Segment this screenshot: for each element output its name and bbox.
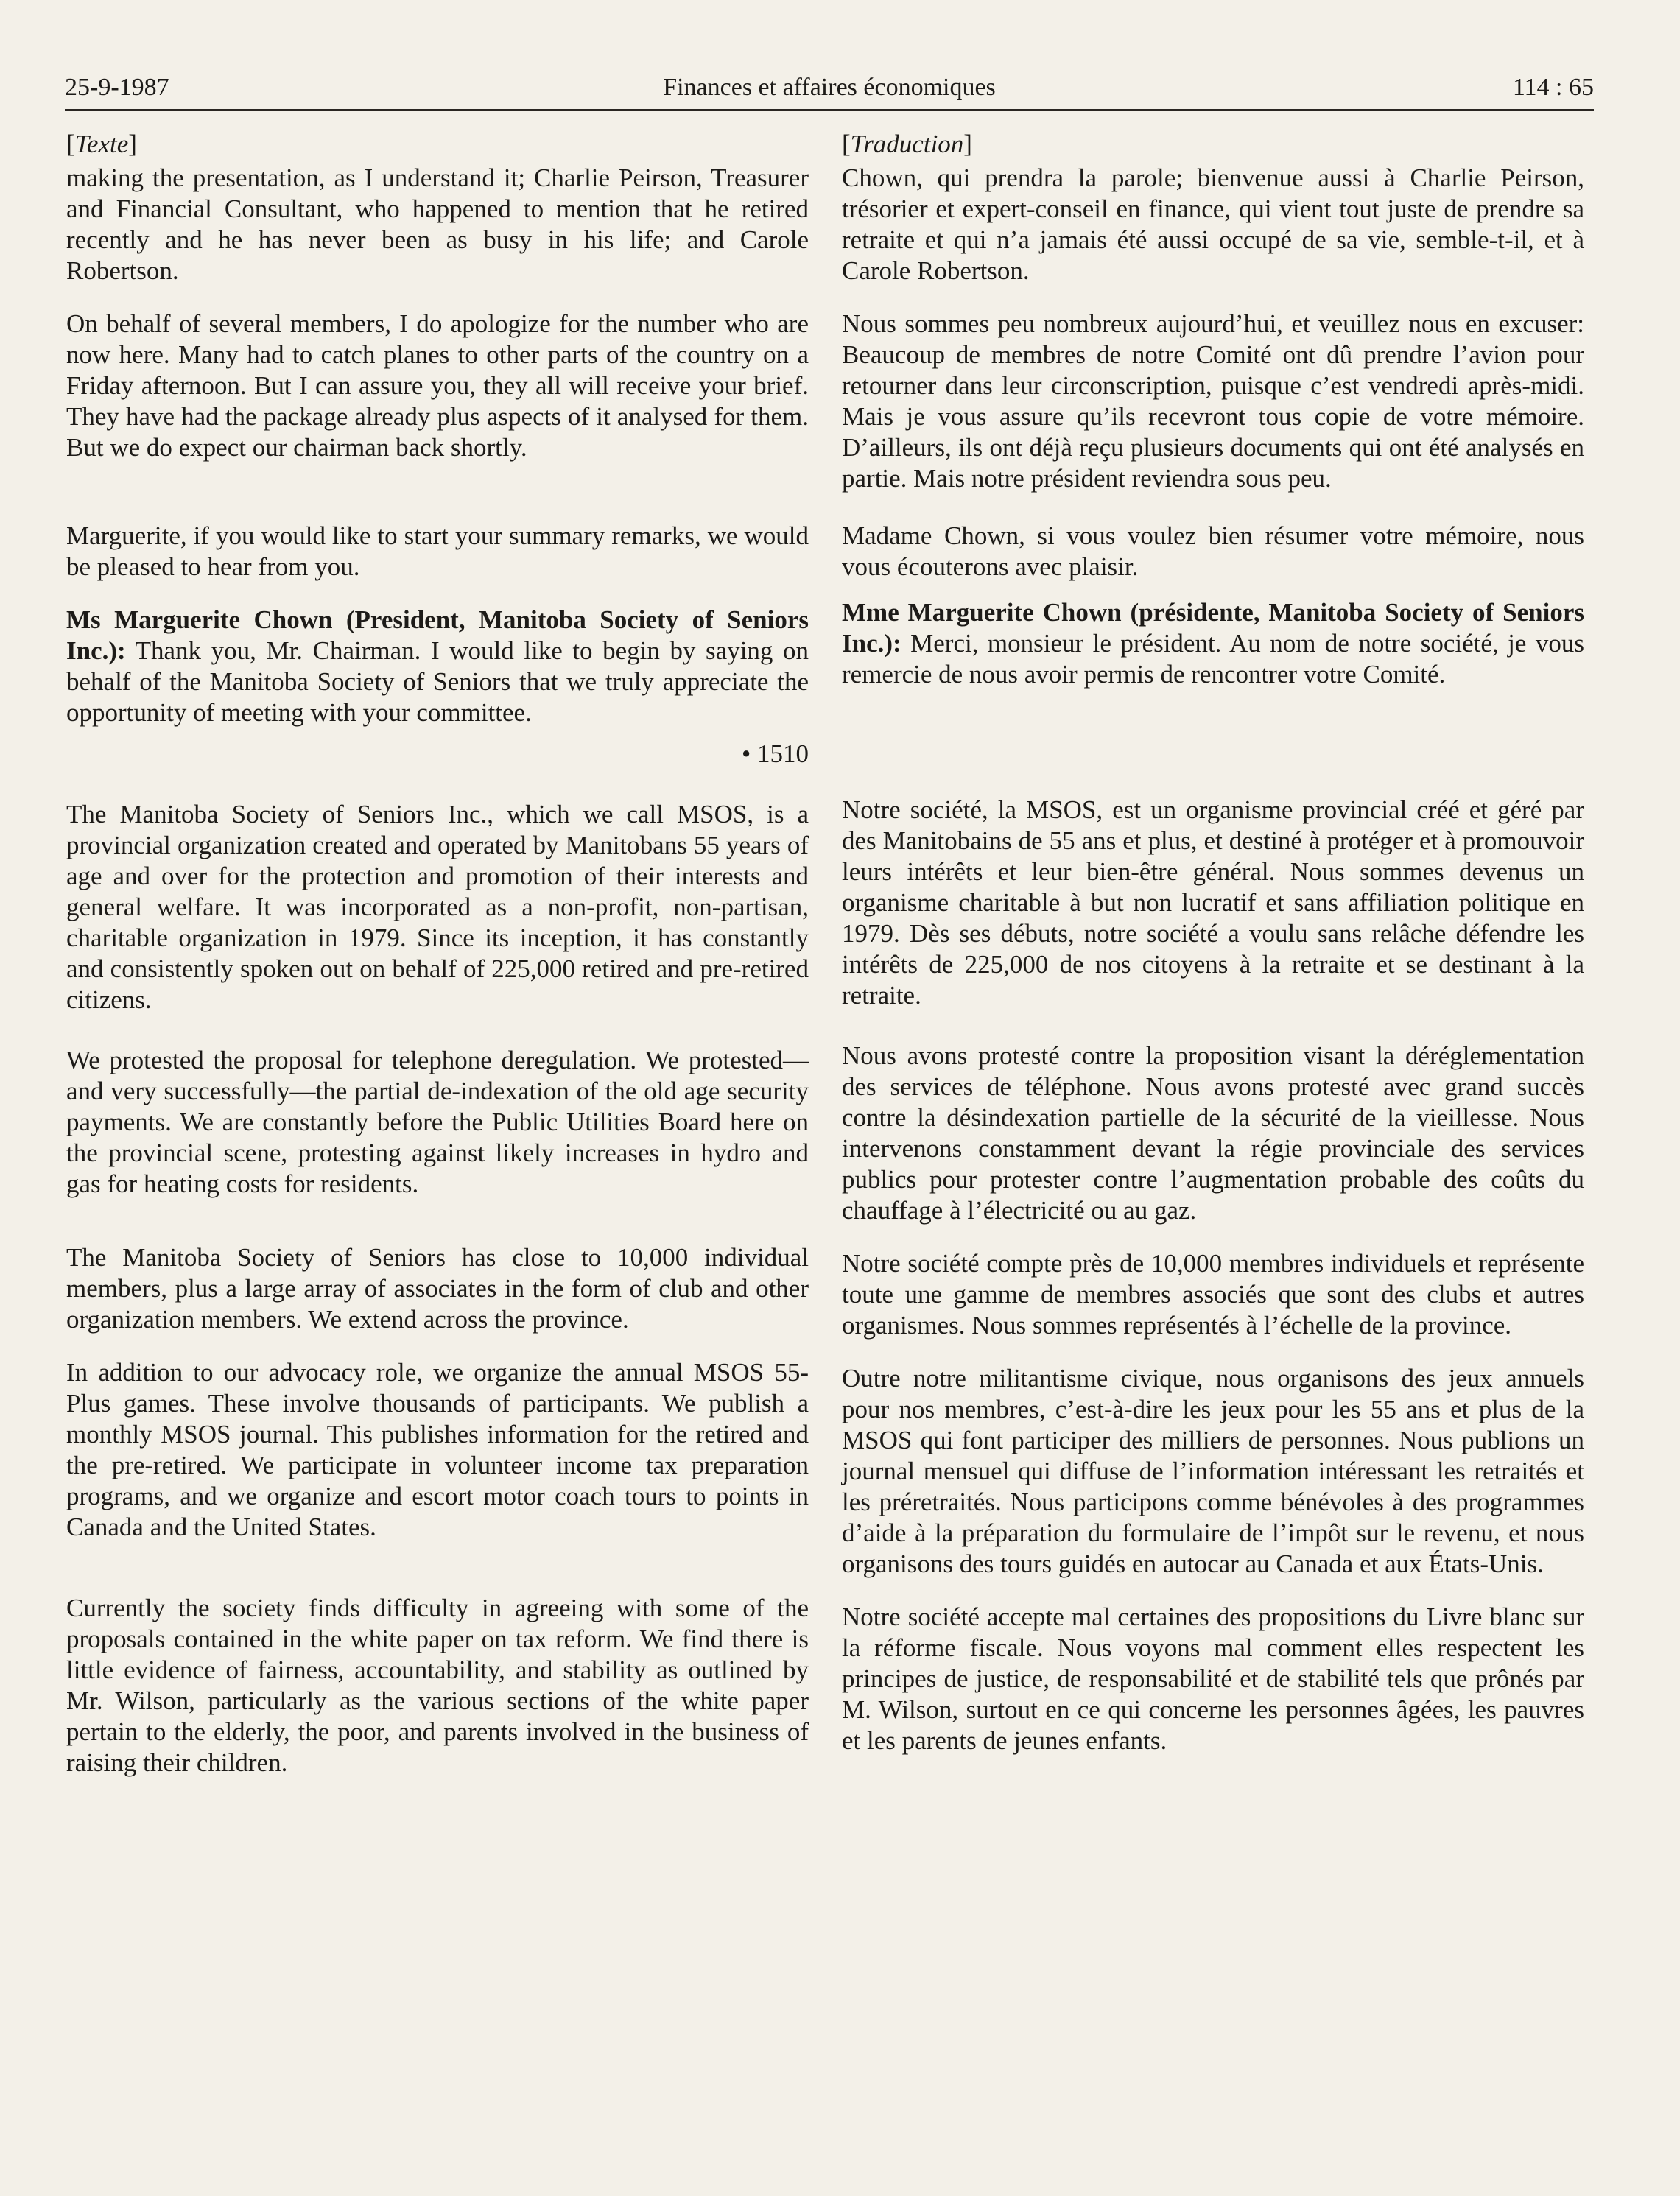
paragraph: Nous sommes peu nombreux aujourd’hui, et veuillez nous en excuser: Beaucoup de membres de notre Comité ont dû prendre l’avion pour retourner dans leur circonscription, puisque c’est vendredi après-midi. Mais je vous assure qu’ils recevront tous copie de votre mémoire. D’ailleurs, ils ont déjà reçu plusieurs documents qui ont été analysés en partie. Mais notre président reviendra sous peu. xyxy=(842,309,1584,493)
paragraph: Notre société compte près de 10,000 membres individuels et représente toute une gamme de membres associés que sont des clubs et autres organismes. Nous sommes représentés à l’échelle de la province. xyxy=(842,1249,1584,1340)
speaker-name: Mme Marguerite Chown (présidente, Manitoba Society of Seniors Inc.): xyxy=(842,598,1584,658)
paragraph: making the presentation, as I understand it; Charlie Peirson, Treasurer and Financial Consultant, who happened to mention that he retired recently and he has never been as busy in his life; and Carole Robertson. xyxy=(66,163,809,285)
paragraph: Chown, qui prendra la parole; bienvenue aussi à Charlie Peirson, trésorier et expert-conseil en finance, qui vient tout juste de prendre sa retraite et qui n’a jamais été aussi occupé de sa vie, semble-t-il, et à Carole Robertson. xyxy=(842,163,1584,285)
french-column xyxy=(842,129,1584,1756)
paragraph: We protested the proposal for telephone deregulation. We protested—and very successfully—the partial de-indexation of the old age security payments. We are constantly before the Public Utilities Board here on the provincial scene, protesting against likely increases in hydro and gas for heating costs for residents. xyxy=(66,1046,809,1198)
paragraph: In addition to our advocacy role, we organize the annual MSOS 55-Plus games. These involve thousands of participants. We publish a monthly MSOS journal. This publishes information for the retired and the pre-retired. We participate in volunteer income tax preparation programs, and we organize and escort motor coach tours to points in Canada and the United States. xyxy=(66,1358,809,1541)
header-title: Finances et affaires économiques xyxy=(663,74,996,101)
header-date: 25-9-1987 xyxy=(65,74,169,101)
column-heading-texte: [Texte] xyxy=(66,130,137,158)
time-marker: • 1510 xyxy=(741,739,809,768)
paragraph: The Manitoba Society of Seniors has close to 10,000 individual members, plus a large array of associates in the form of club and other organization members. We extend across the province. xyxy=(66,1243,809,1334)
column-heading-traduction: [Traduction] xyxy=(842,130,972,158)
header-rule xyxy=(65,109,1594,111)
paragraph: Currently the society finds difficulty in agreeing with some of the proposals contained in the white paper on tax reform. We find there is little evidence of fairness, accountability, and stability as outlined by Mr. Wilson, particularly as the various sections of the white paper pertain to the elderly, the poor, and parents involved in the business of raising their children. xyxy=(66,1594,809,1777)
paragraph: The Manitoba Society of Seniors Inc., which we call MSOS, is a provincial organization created and operated by Manitobans 55 years of age and over for the protection and promotion of their interests and general welfare. It was incorporated as a non-profit, non-partisan, charitable organization in 1979. Since its inception, it has constantly and consistently spoken out on behalf of 225,000 retired and pre-retired citizens. xyxy=(66,800,809,1014)
speaker-paragraph: Mme Marguerite Chown (présidente, Manitoba Society of Seniors Inc.): Merci, monsieur le président. Au nom de notre société, je vous remercie de nous avoir permis de rencontrer votre Comité. xyxy=(842,598,1584,689)
paragraph: Outre notre militantisme civique, nous organisons des jeux annuels pour nos membres, c’est-à-dire les jeux pour les 55 ans et plus de la MSOS qui font participer des milliers de personnes. Nous publions un journal mensuel qui diffuse de l’information intéressant les retraités et les préretraités. Nous participons comme bénévoles à des programmes d’aide à la préparation du formulaire de l’impôt sur le revenu, et nous organisons des tours guidés en autocar au Canada et aux États-Unis. xyxy=(842,1364,1584,1578)
running-header xyxy=(65,74,1594,112)
speaker-name: Ms Marguerite Chown (President, Manitoba Society of Seniors Inc.): xyxy=(66,605,809,665)
header-page-number: 114 : 65 xyxy=(1512,74,1594,101)
english-column xyxy=(66,129,809,1778)
paragraph: On behalf of several members, I do apologize for the number who are now here. Many had to catch planes to other parts of the country on a Friday afternoon. But I can assure you, they all will receive your brief. They have had the package already plus aspects of it analysed for them. But we do expect our chairman back shortly. xyxy=(66,309,809,462)
paragraph: Notre société, la MSOS, est un organisme provincial créé et géré par des Manitobains de 55 ans et plus, et destiné à protéger et à promouvoir leurs intérêts et leur bien-être général. Nous sommes devenus un organisme charitable à but non lucratif et sans affiliation politique en 1979. Dès ses débuts, notre société a voulu sans relâche défendre les intérêts de 225,000 de nos citoyens à la retraite et se destinant à la retraite. xyxy=(842,795,1584,1010)
speaker-paragraph: Ms Marguerite Chown (President, Manitoba Society of Seniors Inc.): Thank you, Mr. Chairman. I would like to begin by saying on behalf of the Manitoba Society of Seniors that we truly appreciate the opportunity of meeting with your committee. xyxy=(66,605,809,727)
paragraph: Notre société accepte mal certaines des propositions du Livre blanc sur la réforme fiscale. Nous voyons mal comment elles respectent les principes de justice, de responsabilité et de stabilité tels que prônés par M. Wilson, surtout en ce qui concerne les personnes âgées, les pauvres et les parents de jeunes enfants. xyxy=(842,1602,1584,1755)
paragraph: Madame Chown, si vous voulez bien résumer votre mémoire, nous vous écouterons avec plaisir. xyxy=(842,521,1584,581)
paragraph: Nous avons protesté contre la proposition visant la déréglementation des services de téléphone. Nous avons protesté avec grand succès contre la désindexation partielle de la sécurité de la vieillesse. Nous intervenons constamment devant la régie provinciale des services publics pour protester contre l’augmentation probable des coûts du chauffage à l’électricité ou au gaz. xyxy=(842,1041,1584,1225)
paragraph: Marguerite, if you would like to start your summary remarks, we would be pleased to hear from you. xyxy=(66,521,809,581)
